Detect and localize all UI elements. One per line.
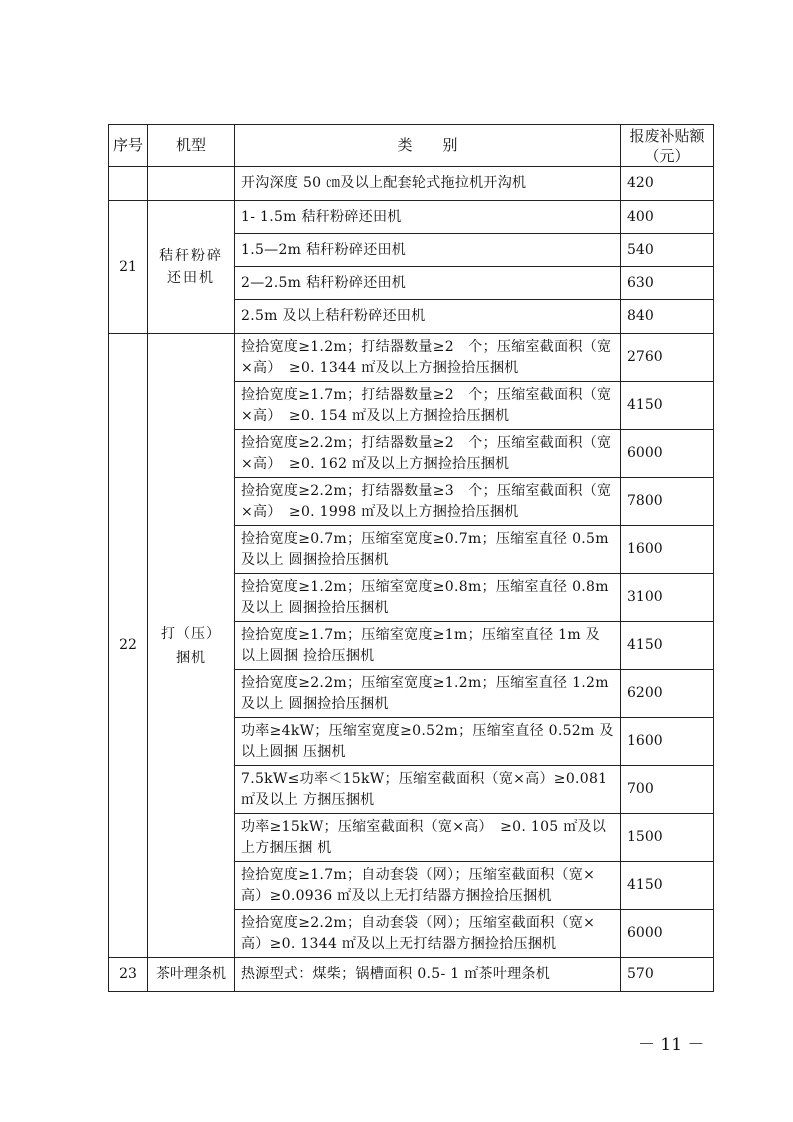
row-amount: 1600 [621,526,714,574]
row-type [148,167,235,201]
table-header-row [109,125,714,167]
row-category: 捡拾宽度≥0.7m；压缩室宽度≥0.7m；压缩室直径 0.5m 及以上 圆捆捡拾压捆机 [235,526,621,574]
row-amount: 700 [621,766,714,814]
row-type: 秸秆粉碎还田机 [148,201,235,334]
table-row [109,167,714,201]
row-seq [109,167,148,201]
row-seq: 23 [109,958,148,992]
header-type: 机型 [148,125,235,167]
row-category: 捡拾宽度≥1.2m；压缩室宽度≥0.8m；压缩室直径 0.8m 及以上 圆捆捡拾压捆机 [235,574,621,622]
header-category: 类 别 [235,125,621,167]
header-amount-line2: （元） [644,146,690,165]
row-category: 捡拾宽度≥1.7m；压缩室宽度≥1m；压缩室直径 1m 及以上圆捆 捡拾压捆机 [235,622,621,670]
row-amount: 400 [621,201,714,234]
row-category: 捡拾宽度≥2.2m；压缩室宽度≥1.2m；压缩室直径 1.2m 及以上 圆捆捡拾压捆机 [235,670,621,718]
row-category: 捡拾宽度≥2.2m；打结器数量≥3 个；压缩室截面积（宽×高） ≥0. 1998 ㎡及以上方捆捡拾压捆机 [235,478,621,526]
row-category: 2—2.5m 秸秆粉碎还田机 [235,267,621,300]
row-category: 7.5kW≤功率＜15kW；压缩室截面积（宽×高）≥0.081 ㎡及以上 方捆压捆机 [235,766,621,814]
header-seq: 序号 [109,125,148,167]
row-amount: 840 [621,300,714,334]
row-type: 茶叶理条机 [148,958,235,992]
header-amount-line1: 报废补贴额 [629,126,705,145]
row-category: 热源型式：煤柴；锅槽面积 0.5- 1 ㎡茶叶理条机 [235,958,621,992]
row-category: 功率≥15kW；压缩室截面积（宽×高） ≥0. 105 ㎡及以上方捆压捆 机 [235,814,621,862]
row-category: 1.5—2m 秸秆粉碎还田机 [235,234,621,267]
row-amount: 3100 [621,574,714,622]
row-amount: 6000 [621,430,714,478]
row-category: 捡拾宽度≥1.7m；自动套袋（网）；压缩室截面积（宽×高）≥0.0936 ㎡及以上无打结器方捆捡拾压捆机 [235,862,621,910]
row-amount: 7800 [621,478,714,526]
page-number: － 11 － [638,1035,705,1055]
row-category: 开沟深度 50 ㎝及以上配套轮式拖拉机开沟机 [235,167,621,201]
row-amount: 4150 [621,622,714,670]
row-amount: 4150 [621,382,714,430]
row-type: 打（压）捆机 [148,334,235,958]
table-row [109,334,714,382]
row-amount: 540 [621,234,714,267]
row-category: 捡拾宽度≥1.7m；打结器数量≥2 个；压缩室截面积（宽×高） ≥0. 154 ㎡及以上方捆捡拾压捆机 [235,382,621,430]
row-category: 1- 1.5m 秸秆粉碎还田机 [235,201,621,234]
row-category: 捡拾宽度≥2.2m；打结器数量≥2 个；压缩室截面积（宽×高） ≥0. 162 ㎡及以上方捆捡拾压捆机 [235,430,621,478]
subsidy-table [108,124,714,992]
row-amount: 1600 [621,718,714,766]
row-amount: 630 [621,267,714,300]
row-amount: 570 [621,958,714,992]
row-amount: 420 [621,167,714,201]
row-category: 捡拾宽度≥1.2m；打结器数量≥2 个；压缩室截面积（宽×高） ≥0. 1344 ㎡及以上方捆捡拾压捆机 [235,334,621,382]
row-category: 功率≥4kW；压缩室宽度≥0.52m；压缩室直径 0.52m 及以上圆捆 压捆机 [235,718,621,766]
row-seq: 21 [109,201,148,334]
row-category: 捡拾宽度≥2.2m；自动套袋（网）；压缩室截面积（宽×高）≥0. 1344 ㎡及以上无打结器方捆捡拾压捆机 [235,910,621,958]
row-amount: 6200 [621,670,714,718]
table-row [109,201,714,234]
header-amount [621,125,714,167]
table-row [109,958,714,992]
row-amount: 4150 [621,862,714,910]
row-amount: 2760 [621,334,714,382]
row-amount: 6000 [621,910,714,958]
row-amount: 1500 [621,814,714,862]
row-seq: 22 [109,334,148,958]
row-category: 2.5m 及以上秸秆粉碎还田机 [235,300,621,334]
